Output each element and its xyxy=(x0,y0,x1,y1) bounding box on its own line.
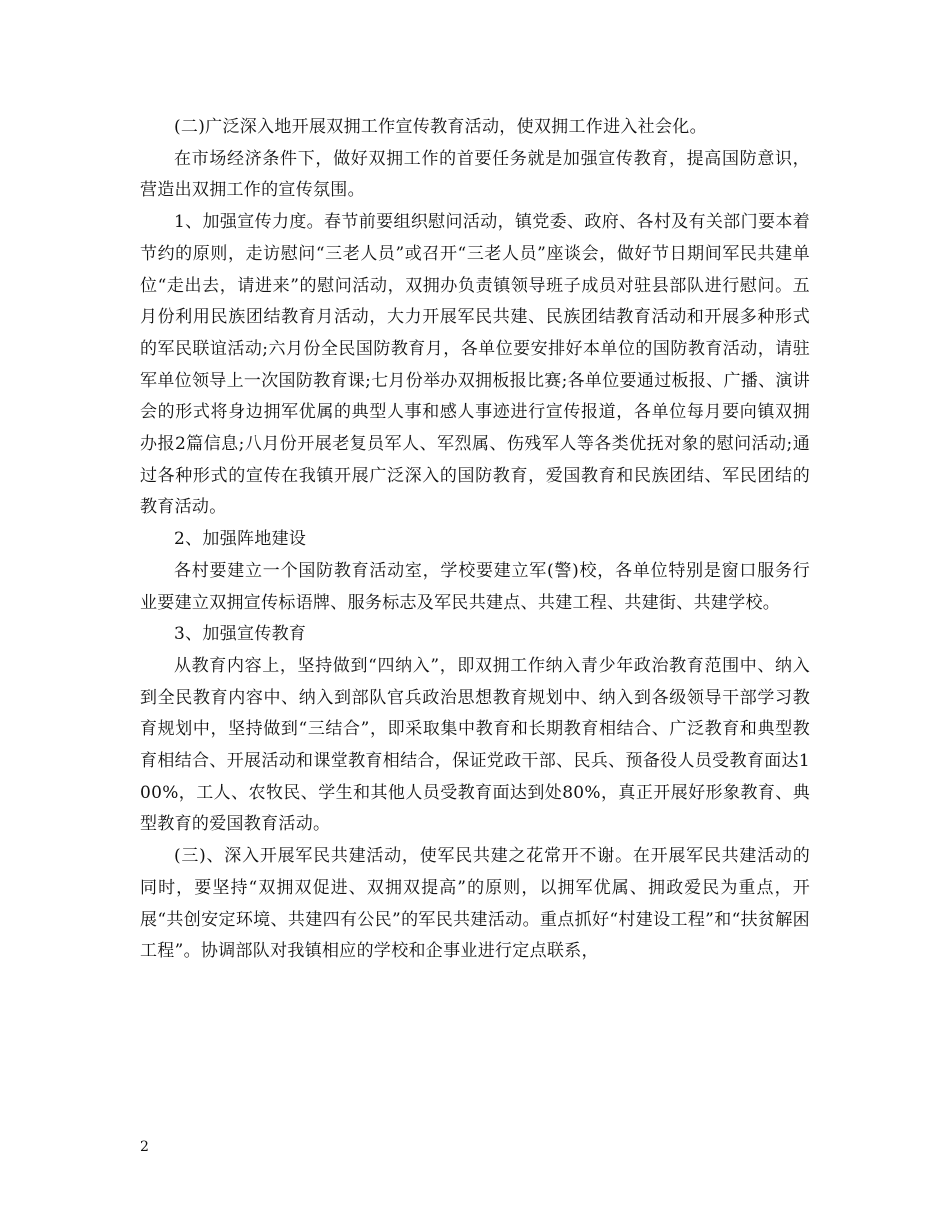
paragraph-position-building: 各村要建立一个国防教育活动室，学校要建立军(警)校，各单位特别是窗口服务行业要建立双拥宣传标语牌、服务标志及军民共建点、共建工程、共建街、共建学校。 xyxy=(140,560,810,613)
paragraph-publicity-strength: 1、加强宣传力度。春节前要组织慰问活动，镇党委、政府、各村及有关部门要本着节约的原则，走访慰问“三老人员”或召开“三老人员”座谈会，做好节日期间军民共建单位“走出去，请进来”的慰问活动，双拥办负责镇领导班子成员对驻县部队进行慰问。五月份利用民族团结教育月活动，大力开展军民共建、民族团结教育活动和开展多种形式的军民联谊活动;六月份全民国防教育月，各单位要安排好本单位的国防教育活动，请驻军单位领导上一次国防教育课;七月份举办双拥板报比赛;各单位要通过板报、广播、演讲会的形式将身边拥军优属的典型人事和感人事迹进行宣传报道，各单位每月要向镇双拥办报2篇信息;八月份开展老复员军人、军烈属、伤残军人等各类优抚对象的慰问活动;通过各种形式的宣传在我镇开展广泛深入的国防教育，爱国教育和民族团结、军民团结的教育活动。 xyxy=(140,212,810,518)
section-heading-joint-construction: (三)、深入开展军民共建活动，使军民共建之花常开不谢。在开展军民共建活动的同时，要坚持“双拥双促进、双拥双提高”的原则，以拥军优属、拥政爱民为重点，开展“共创安定环境、共建四有公民”的军民共建活动。重点抓好“村建设工程”和“扶贫解困工程”。协调部队对我镇相应的学校和企事业进行定点联系， xyxy=(140,846,810,962)
subheading-position-building: 2、加强阵地建设 xyxy=(174,529,307,550)
subheading-publicity-education: 3、加强宣传教育 xyxy=(174,624,307,645)
page-number: 2 xyxy=(140,1139,149,1155)
paragraph-market-economy: 在市场经济条件下，做好双拥工作的首要任务就是加强宣传教育，提高国防意识，营造出双拥工作的宣传氛围。 xyxy=(140,148,810,201)
section-heading-publicity: (二)广泛深入地开展双拥工作宣传教育活动，使双拥工作进入社会化。 xyxy=(174,117,707,137)
document-body xyxy=(140,112,810,968)
paragraph-education-content: 从教育内容上，坚持做到“四纳入”，即双拥工作纳入青少年政治教育范围中、纳入到全民教育内容中、纳入到部队官兵政治思想教育规划中、纳入到各级领导干部学习教育规划中，坚持做到“三结合”，即采取集中教育和长期教育相结合、广泛教育和典型教育相结合、开展活动和课堂教育相结合，保证党政干部、民兵、预备役人员受教育面达100%，工人、农牧民、学生和其他人员受教育面达到处80%，真正开展好形象教育、典型教育的爱国教育活动。 xyxy=(140,655,810,835)
